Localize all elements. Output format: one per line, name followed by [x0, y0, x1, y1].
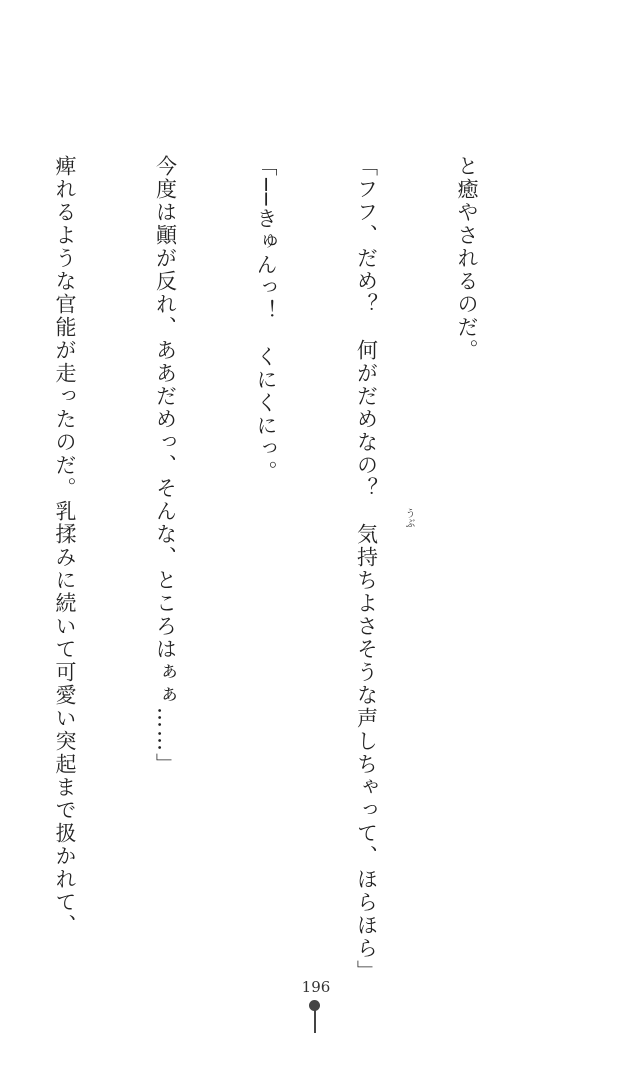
text-line: 「──きゅんっ！ くにくにっ。: [254, 155, 278, 484]
text-line: 「フフ、だめ？ 何がだめなの？ 気持ちよさそうな声しちゃって、ほらほら」: [354, 155, 379, 983]
body-text: [0, 155, 550, 983]
page-marker-line: [314, 1010, 316, 1033]
text-line: と癒やされるのだ。: [455, 155, 479, 362]
page-number: 196: [301, 978, 331, 996]
text-line: 痺れるような官能が走ったのだ。乳揉みに続いて可愛い突起まで扱かれて、: [53, 155, 77, 937]
text-line: 今度は顚が反れ、ああだめっ、そんな、ところはぁぁ……」: [153, 155, 178, 776]
ruby-annotation: うぶ: [403, 508, 414, 528]
